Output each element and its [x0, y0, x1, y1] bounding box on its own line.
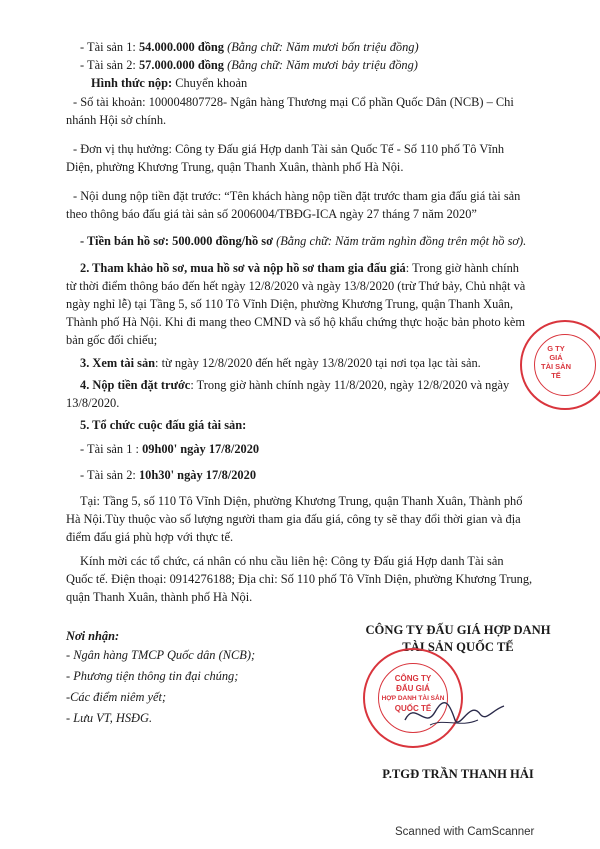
section5-asset1 — [80, 442, 259, 457]
venue-line-2: Hà Nội.Tùy thuộc vào số lượng người tham gia đấu giá, công ty sẽ thay đổi thời gian và địa — [66, 512, 521, 526]
section4-line-1-rest: : Trong giờ hành chính ngày 11/8/2020, ngày 12/8/2020 và ngày — [190, 378, 510, 392]
section2-line-1 — [80, 261, 519, 276]
section2-heading: 2. Tham khảo hồ sơ, mua hồ sơ và nộp hồ sơ tham gia đấu giá — [80, 261, 406, 275]
seal-text: HỢP DANH TÀI SẢN — [381, 695, 445, 702]
asset2-deposit — [80, 58, 418, 73]
beneficiary-line-1: - Đơn vị thụ hưởng: Công ty Đấu giá Hợp danh Tài sản Quốc Tế - Số 110 phố Tô Vĩnh — [73, 142, 505, 156]
venue-line-1: Tại: Tầng 5, số 110 Tô Vĩnh Diện, phường Khương Trung, quận Thanh Xuân, Thành phố — [80, 494, 523, 508]
section2-line-5: bản gốc đối chiếu; — [66, 333, 158, 347]
deposit-content-line-1: - Nội dung nộp tiền đặt trước: “Tên khách hàng nộp tiền đặt trước tham gia đấu giá tài sản — [73, 189, 521, 203]
invitation-line-3: quận Thanh Xuân, thành phố Hà Nội. — [66, 590, 253, 604]
recipient-item: -Các điểm niêm yết; — [66, 690, 167, 704]
section5-asset2-time: 10h30' ngày 17/8/2020 — [138, 468, 257, 482]
seal-text: TÀI SẢN — [541, 362, 571, 371]
section4-heading: 4. Nộp tiền đặt trước — [80, 378, 191, 392]
payment-form-label: Hình thức nộp: — [91, 76, 173, 90]
section4-line-2: 13/8/2020. — [66, 396, 120, 410]
asset1-words: (Bằng chữ: Năm mươi bốn triệu đồng) — [224, 40, 419, 54]
dossier-fee — [80, 234, 526, 249]
asset1-prefix: - Tài sản 1: — [80, 40, 139, 54]
payment-form-value: Chuyển khoản — [172, 76, 248, 90]
section5-asset2 — [80, 468, 256, 483]
seal-text: GIÁ — [549, 353, 563, 362]
deposit-content-line-2: theo thông báo đấu giá tài sản số 2006004/TBĐG-ICA ngày 27 tháng 7 năm 2020” — [66, 207, 477, 221]
section5-asset2-prefix: - Tài sản 2: — [80, 468, 139, 482]
scanner-watermark: Scanned with CamScanner — [395, 826, 535, 838]
account-line-1: - Số tài khoản: 100004807728- Ngân hàng Thương mại Cổ phần Quốc Dân (NCB) – Chi — [73, 95, 514, 109]
seal-text: ĐẤU GIÁ — [396, 684, 430, 693]
venue-line-3: điểm đấu giá phù hợp với thực tế. — [66, 530, 234, 544]
asset1-amount: 54.000.000 đồng — [138, 40, 224, 54]
beneficiary-line-2: Diện, phường Khương Trung, quận Thanh Xuân, thành phố Hà Nội. — [66, 160, 404, 174]
company-name-line-1: CÔNG TY ĐẤU GIÁ HỢP DANH — [365, 623, 551, 637]
dossier-fee-label: - Tiền bán hồ sơ: 500.000 đồng/hồ sơ — [80, 234, 273, 248]
seal-text: CÔNG TY — [394, 674, 432, 683]
recipient-item: - Phương tiện thông tin đại chúng; — [66, 669, 239, 683]
company-name-line-2: TÀI SẢN QUỐC TẾ — [402, 640, 514, 654]
seal-text: TẾ — [551, 371, 561, 380]
section2-line-3: ngày nghỉ lễ) tại Tầng 5, số 110 Tô Vĩnh Diện, phường Khương Trung, quận Thanh Xuân, — [66, 297, 514, 311]
asset1-deposit — [80, 40, 419, 55]
section5-asset1-prefix: - Tài sản 1 : — [80, 442, 143, 456]
invitation-line-2: Quốc tế. Điện thoại: 0914276188; Địa chỉ: Số 110 phố Tô Vĩnh Diện, phường Khương Trung, — [66, 572, 533, 586]
account-line-2: nhánh Hội sở chính. — [66, 113, 167, 127]
seal-text: QUỐC TẾ — [394, 704, 432, 713]
side-seal — [520, 320, 600, 410]
asset2-amount: 57.000.000 đồng — [138, 58, 224, 72]
section5-heading: 5. Tổ chức cuộc đấu giá tài sản: — [80, 418, 247, 432]
company-name-block — [338, 623, 578, 655]
dossier-fee-words: (Bằng chữ: Năm trăm nghìn đồng trên một hồ sơ). — [273, 234, 527, 248]
section3-heading: 3. Xem tài sản — [80, 356, 156, 370]
recipient-item: - Lưu VT, HSĐG. — [66, 711, 153, 725]
section3 — [80, 356, 481, 371]
asset2-words: (Bằng chữ: Năm mươi bảy triệu đồng) — [224, 58, 418, 72]
section2-line-4: Thành phố Hà Nội. Khi đi mang theo CMND và sổ hộ khẩu chứng thực hoặc bản photo kèm — [66, 315, 526, 329]
section4-line-1 — [80, 378, 509, 393]
section2-line-1-rest: : Trong giờ hành chính — [405, 261, 520, 275]
signer-name: P.TGĐ TRẦN THANH HẢI — [382, 767, 534, 781]
recipient-item: - Ngân hàng TMCP Quốc dân (NCB); — [66, 648, 256, 662]
section3-text: : từ ngày 12/8/2020 đến hết ngày 13/8/2020 tại nơi tọa lạc tài sản. — [155, 356, 481, 370]
seal-text: G TY — [547, 344, 565, 353]
payment-form — [91, 76, 247, 91]
section5-asset1-time: 09h00' ngày 17/8/2020 — [142, 442, 260, 456]
invitation-line-1: Kính mời các tổ chức, cá nhân có nhu cầu liên hệ: Công ty Đấu giá Hợp danh Tài sản — [80, 554, 504, 568]
asset2-prefix: - Tài sản 2: — [80, 58, 139, 72]
section2-line-2: từ thời điểm thông báo đến hết ngày 12/8/2020 và ngày 13/8/2020 (trừ Thứ bảy, Chủ nhật và — [66, 279, 526, 293]
recipients-title: Nơi nhận: — [66, 629, 120, 643]
signature — [400, 690, 510, 740]
